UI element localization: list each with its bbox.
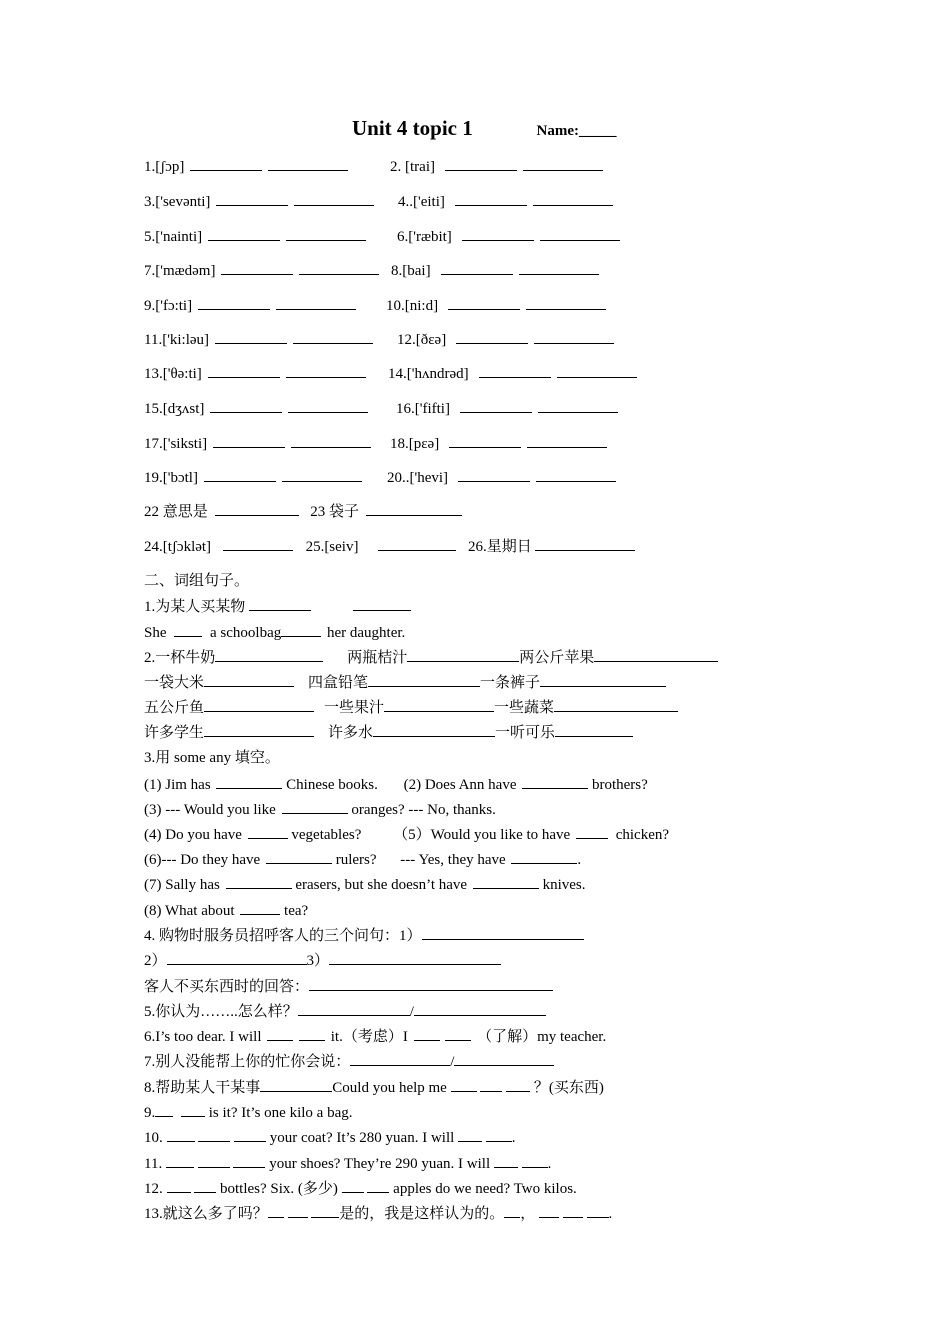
blank[interactable]	[311, 1203, 339, 1218]
blank[interactable]	[454, 1051, 554, 1066]
blank[interactable]	[538, 398, 618, 413]
blank[interactable]	[204, 467, 276, 482]
blank[interactable]	[294, 191, 374, 206]
sentence-text: ，	[520, 1206, 536, 1222]
sentence-text: .	[577, 852, 582, 868]
blank[interactable]	[479, 363, 551, 378]
phonetic-label: 15.[dʒʌst]	[144, 401, 205, 417]
q3-item-6	[144, 849, 581, 870]
blank[interactable]	[167, 1127, 195, 1142]
phonetic-item-left	[144, 329, 373, 350]
sentence-text: (3) --- Would you like	[144, 802, 276, 818]
q12-row	[144, 1178, 577, 1199]
blank[interactable]	[350, 1051, 450, 1066]
phonetic-label: 12.[ðεə]	[397, 332, 447, 348]
sentence-text: 9.	[144, 1105, 156, 1121]
blank[interactable]	[373, 722, 495, 737]
phonetic-label: 19.['bɔtl]	[144, 470, 198, 486]
sentence-text: .	[511, 1130, 516, 1146]
item-22-label: 22 意思是	[144, 504, 208, 520]
sentence-text: vegetables?	[291, 827, 362, 843]
sentence-text: bottles? Six. (多少)	[220, 1181, 338, 1197]
blank[interactable]	[288, 398, 368, 413]
sentence-text: (4) Do you have	[144, 827, 242, 843]
blank[interactable]	[494, 1153, 518, 1168]
phonetic-label: 16.['fifti]	[396, 401, 450, 417]
blank[interactable]	[190, 156, 262, 171]
blank[interactable]	[204, 722, 314, 737]
phrase-label: 许多水	[328, 725, 374, 741]
sentence-text: is it? It’s one kilo a bag.	[208, 1105, 353, 1121]
q4-row-3	[144, 976, 553, 997]
sentence-text: Could you help me	[332, 1080, 447, 1096]
blank[interactable]	[221, 260, 293, 275]
item-25-label: 25.[seiv]	[305, 539, 359, 555]
phonetic-item-left	[144, 295, 356, 316]
blank[interactable]	[414, 1026, 440, 1041]
blank[interactable]	[540, 672, 666, 687]
blank[interactable]	[445, 1026, 471, 1041]
phonetic-label: 17.['siksti]	[144, 436, 208, 452]
blank[interactable]	[480, 1077, 502, 1092]
item-24-label: 24.[tʃɔklət]	[144, 539, 212, 555]
sentence-text: brothers?	[591, 777, 648, 793]
sentence-text: （5）Would you like to have	[393, 827, 571, 843]
sentence-text: knives.	[542, 877, 586, 893]
blank[interactable]	[204, 697, 314, 712]
blank[interactable]	[286, 226, 366, 241]
blank[interactable]	[539, 1203, 559, 1218]
blank[interactable]	[181, 1102, 205, 1117]
blank[interactable]	[511, 849, 577, 864]
phonetic-label: 6.['ræbit]	[397, 229, 452, 245]
section-2-heading: 二、词组句子。	[144, 573, 250, 589]
blank[interactable]	[268, 1203, 284, 1218]
item-23-label: 23 袋子	[310, 504, 360, 520]
sentence-text: erasers, but she doesn’t have	[295, 877, 468, 893]
name-field-label: Name:_____	[536, 123, 617, 139]
blank[interactable]	[293, 329, 373, 344]
blank[interactable]	[368, 672, 480, 687]
sentence-text: 7.别人没能帮上你的忙你会说：	[144, 1054, 351, 1070]
phrase-label: 两瓶桔汁	[347, 650, 408, 666]
q2-row	[144, 672, 666, 693]
blank[interactable]	[456, 329, 528, 344]
phrase-label: 一些果汁	[324, 700, 385, 716]
blank[interactable]	[216, 191, 288, 206]
phrase-label: 两公斤苹果	[519, 650, 595, 666]
phonetic-item-right	[386, 295, 606, 316]
phonetic-label: 14.['hʌndrəd]	[388, 366, 469, 382]
q10-row	[144, 1127, 516, 1148]
blank[interactable]	[449, 433, 521, 448]
sentence-text: apples do we need? Two kilos.	[393, 1181, 577, 1197]
blank[interactable]	[215, 501, 299, 516]
phrase-label: 一条裤子	[480, 675, 541, 691]
blank[interactable]	[533, 191, 613, 206]
blank[interactable]	[535, 536, 635, 551]
q3-heading: 3.用 some any 填空。	[144, 750, 280, 766]
phonetic-label: 3.['sevənti]	[144, 194, 211, 210]
blank[interactable]	[522, 774, 588, 789]
q3-item-4-5	[144, 824, 669, 845]
blank[interactable]	[198, 1127, 230, 1142]
blank[interactable]	[576, 824, 608, 839]
blank[interactable]	[267, 1026, 293, 1041]
phonetic-item-right	[390, 433, 607, 454]
sentence-text: oranges? --- No, thanks.	[351, 802, 496, 818]
blank[interactable]	[208, 363, 280, 378]
sentence-text: it.（考虑）I	[330, 1029, 408, 1045]
blank[interactable]	[504, 1203, 520, 1218]
blank[interactable]	[174, 622, 202, 637]
blank[interactable]	[216, 774, 282, 789]
sentence-text: 12.	[144, 1181, 163, 1197]
blank[interactable]	[166, 1153, 194, 1168]
blank[interactable]	[587, 1203, 609, 1218]
q7-row	[144, 1051, 554, 1072]
blank[interactable]	[378, 536, 456, 551]
phonetic-label: 11.['ki:ləu]	[144, 332, 210, 348]
blank[interactable]	[534, 329, 614, 344]
blank[interactable]	[198, 295, 270, 310]
q13-row	[144, 1203, 612, 1224]
sentence-text: 13.就这么多了吗？	[144, 1206, 268, 1222]
blank[interactable]	[260, 1077, 332, 1092]
q3-item-7	[144, 874, 586, 895]
q8-row	[144, 1077, 604, 1098]
phonetic-label: 5.['nainti]	[144, 229, 203, 245]
page-title: Unit 4 topic 1	[352, 116, 473, 140]
q6-row	[144, 1026, 606, 1047]
phrase-label: 2.一杯牛奶	[144, 650, 216, 666]
sentence-text: chicken?	[615, 827, 670, 843]
q1-label: 1.为某人买某物	[144, 599, 246, 615]
blank[interactable]	[563, 1203, 583, 1218]
sentence-text: Chinese books.	[286, 777, 378, 793]
blank[interactable]	[240, 900, 280, 915]
blank[interactable]	[414, 1001, 546, 1016]
phrase-label: 五公斤鱼	[144, 700, 205, 716]
blank[interactable]	[266, 849, 332, 864]
q11-row	[144, 1153, 551, 1174]
blank[interactable]	[523, 156, 603, 171]
phonetic-label: 1.[ʃɔp]	[144, 159, 185, 175]
blank[interactable]	[276, 295, 356, 310]
sentence-text: 是的，我是这样认为的。	[339, 1206, 505, 1222]
sentence-text: 客人不买东西时的回答：	[144, 979, 310, 995]
sentence-text: 4. 购物时服务员招呼客人的三个问句：1）	[144, 928, 422, 944]
sentence-text: 11.	[144, 1156, 163, 1172]
phonetic-item-right	[398, 191, 613, 212]
phrase-label: 一袋大米	[144, 675, 205, 691]
blank[interactable]	[210, 398, 282, 413]
blank[interactable]	[291, 433, 371, 448]
blank[interactable]	[522, 1153, 548, 1168]
sentence-text: She	[144, 625, 167, 641]
blank[interactable]	[473, 874, 539, 889]
blank[interactable]	[441, 260, 513, 275]
phonetic-label: 8.[bai]	[391, 263, 431, 279]
blank[interactable]	[155, 1102, 173, 1117]
blank[interactable]	[223, 536, 293, 551]
phonetic-label: 20..['hevi]	[387, 470, 449, 486]
blank[interactable]	[215, 647, 323, 662]
sentence-text: 6.I’s too dear. I will	[144, 1029, 262, 1045]
blank[interactable]	[198, 1153, 230, 1168]
phonetic-label: 10.[ni:d]	[386, 298, 439, 314]
q3-item-1-2	[144, 774, 648, 795]
blank[interactable]	[458, 1127, 482, 1142]
phrase-label: 一听可乐	[495, 725, 556, 741]
phonetic-item-right	[387, 467, 616, 488]
phonetic-label: 2. [trai]	[390, 159, 435, 175]
blank[interactable]	[366, 501, 462, 516]
phonetic-label: 13.['θə:ti]	[144, 366, 202, 382]
blank[interactable]	[486, 1127, 512, 1142]
blank[interactable]	[367, 1178, 389, 1193]
phonetic-item-right	[391, 260, 599, 281]
blank[interactable]	[208, 226, 280, 241]
blank[interactable]	[445, 156, 517, 171]
q1-row	[144, 596, 411, 617]
sentence-text: (7) Sally has	[144, 877, 220, 893]
blank[interactable]	[286, 363, 366, 378]
blank[interactable]	[194, 1178, 216, 1193]
q2-row	[144, 722, 633, 743]
q2-row	[144, 697, 678, 718]
phonetic-item-left	[144, 363, 366, 384]
phonetic-item-left	[144, 191, 374, 212]
q1-sentence	[144, 622, 405, 643]
blank[interactable]	[309, 976, 553, 991]
sentence-text: your shoes? They’re 290 yuan. I will	[269, 1156, 491, 1172]
blank[interactable]	[215, 329, 287, 344]
blank[interactable]	[448, 295, 520, 310]
blank[interactable]	[506, 1077, 530, 1092]
blank[interactable]	[248, 824, 288, 839]
phonetic-item-left	[144, 260, 379, 281]
blank[interactable]	[204, 672, 294, 687]
sentence-text: 5.你认为……..怎么样？	[144, 1004, 298, 1020]
blank[interactable]	[299, 1026, 325, 1041]
q9-row	[144, 1102, 352, 1123]
blank[interactable]	[233, 1153, 265, 1168]
header	[352, 116, 616, 141]
sentence-text: (6)--- Do they have	[144, 852, 261, 868]
blank[interactable]	[540, 226, 620, 241]
blank[interactable]	[234, 1127, 266, 1142]
blank[interactable]	[519, 260, 599, 275]
sentence-text: tea?	[284, 903, 309, 919]
blank[interactable]	[299, 260, 379, 275]
q4-row-2	[144, 950, 501, 971]
sentence-text: 10.	[144, 1130, 163, 1146]
phonetic-item-left	[144, 467, 362, 488]
blank[interactable]	[407, 647, 519, 662]
sentence-text: (8) What about	[144, 903, 235, 919]
sentence-text: your coat? It’s 280 yuan. I will	[269, 1130, 455, 1146]
blank[interactable]	[353, 596, 411, 611]
sentence-text: her daughter.	[326, 625, 406, 641]
phonetic-item-right	[388, 363, 637, 384]
blank[interactable]	[384, 697, 494, 712]
sentence-text: .	[547, 1156, 552, 1172]
phonetic-item-right	[396, 398, 618, 419]
q3-item-8	[144, 900, 308, 921]
blank[interactable]	[167, 950, 307, 965]
row-22	[144, 501, 462, 522]
blank[interactable]	[249, 596, 311, 611]
sentence-text: 8.帮助某人干某事	[144, 1080, 261, 1096]
blank[interactable]	[268, 156, 348, 171]
q2-row	[144, 647, 718, 668]
blank[interactable]	[167, 1178, 191, 1193]
sentence-text: .	[608, 1206, 613, 1222]
blank[interactable]	[422, 925, 584, 940]
blank[interactable]	[281, 622, 321, 637]
sentence-text: 2）	[144, 953, 167, 969]
sentence-text: rulers?	[335, 852, 377, 868]
q5-row	[144, 1001, 546, 1022]
phrase-label: 四盒铅笔	[308, 675, 369, 691]
q4-row-1	[144, 925, 584, 946]
sentence-text: /	[409, 1004, 414, 1020]
phrase-label: 一些蔬菜	[494, 700, 555, 716]
phonetic-label: 4..['eiti]	[398, 194, 445, 210]
blank[interactable]	[329, 950, 501, 965]
blank[interactable]	[536, 467, 616, 482]
sentence-text: 3）	[306, 953, 330, 969]
blank[interactable]	[527, 433, 607, 448]
row-24	[144, 536, 635, 557]
blank[interactable]	[282, 799, 348, 814]
phonetic-item-right	[397, 329, 614, 350]
sentence-text: (2) Does Ann have	[403, 777, 517, 793]
blank[interactable]	[460, 398, 532, 413]
blank[interactable]	[458, 467, 530, 482]
blank[interactable]	[526, 295, 606, 310]
sentence-text: (1) Jim has	[144, 777, 211, 793]
blank[interactable]	[462, 226, 534, 241]
phonetic-label: 7.['mædəm]	[144, 263, 216, 279]
sentence-text: --- Yes, they have	[400, 852, 506, 868]
blank[interactable]	[594, 647, 718, 662]
q3-item-3	[144, 799, 496, 820]
phonetic-label: 18.[pεə]	[390, 436, 440, 452]
phonetic-item-left	[144, 156, 348, 177]
sentence-text: a schoolbag	[210, 625, 282, 641]
item-26-label: 26.星期日	[467, 539, 532, 555]
blank[interactable]	[557, 363, 637, 378]
blank[interactable]	[288, 1203, 308, 1218]
phonetic-item-left	[144, 433, 371, 454]
blank[interactable]	[282, 467, 362, 482]
blank[interactable]	[342, 1178, 364, 1193]
phonetic-label: 9.['fɔ:ti]	[144, 298, 193, 314]
phonetic-item-left	[144, 226, 366, 247]
phonetic-item-left	[144, 398, 368, 419]
phrase-label: 许多学生	[144, 725, 205, 741]
blank[interactable]	[226, 874, 292, 889]
blank[interactable]	[555, 722, 633, 737]
blank[interactable]	[554, 697, 678, 712]
sentence-text: /	[450, 1054, 455, 1070]
blank[interactable]	[455, 191, 527, 206]
phonetic-item-right	[397, 226, 620, 247]
sentence-text: （了解）my teacher.	[477, 1029, 607, 1045]
blank[interactable]	[451, 1077, 477, 1092]
phonetic-item-right	[390, 156, 603, 177]
blank[interactable]	[298, 1001, 410, 1016]
blank[interactable]	[213, 433, 285, 448]
sentence-text: ？(买东西)	[533, 1080, 604, 1096]
